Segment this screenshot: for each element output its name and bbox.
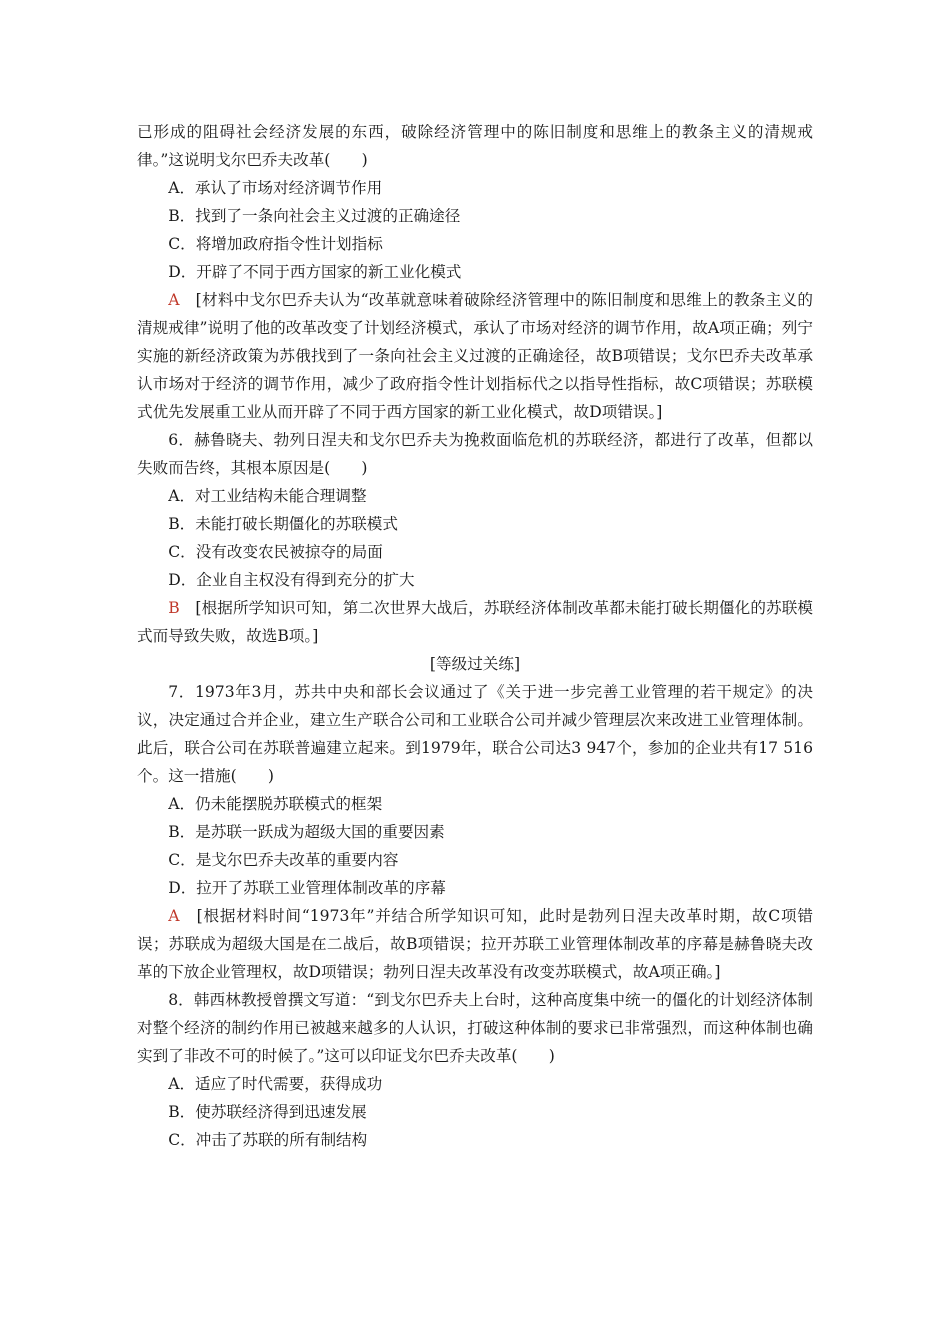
q5-option-b: B．找到了一条向社会主义过渡的正确途径 <box>168 207 461 225</box>
q8-stem: 8．韩西林教授曾撰文写道：“到戈尔巴乔夫上台时，这种高度集中统一的僵化的计划经济体制对整个经济的制约作用已被越来越多的人认识，打破这种体制的要求已非常强烈，而这种体制也确实到了非改不可的时候了。”这可以印证戈尔巴乔夫改革( ) <box>137 991 813 1065</box>
document-page <box>137 118 813 1154</box>
q6-option-d: D．企业自主权没有得到充分的扩大 <box>168 571 415 589</box>
q5-option-d: D．开辟了不同于西方国家的新工业化模式 <box>168 263 462 281</box>
q5-answer: A <box>168 291 180 309</box>
q8-option-b: B．使苏联经济得到迅速发展 <box>168 1103 367 1121</box>
q5-answer-block <box>137 286 813 426</box>
q5-explanation: [材料中戈尔巴乔夫认为“改革就意味着破除经济管理中的陈旧制度和思维上的教条主义的清规戒律”说明了他的改革改变了计划经济模式，承认了市场对经济的调节作用，故A项正确；列宁实施的新经济政策为苏俄找到了一条向社会主义过渡的正确途径，故B项错误；戈尔巴乔夫改革承认市场对于经济的调节作用，减少了政府指令性计划指标代之以指导性指标，故C项错误；苏联模式优先发展重工业从而开辟了不同于西方国家的新工业化模式，故D项错误。] <box>137 291 813 421</box>
q7-option-c: C．是戈尔巴乔夫改革的重要内容 <box>168 851 399 869</box>
q5-option-a: A．承认了市场对经济调节作用 <box>168 179 383 197</box>
q6-option-a: A．对工业结构未能合理调整 <box>168 487 367 505</box>
q6-stem: 6．赫鲁晓夫、勃列日涅夫和戈尔巴乔夫为挽救面临危机的苏联经济，都进行了改革，但都以失败而告终，其根本原因是( ) <box>137 431 813 477</box>
q7-explanation: [根据材料时间“1973年”并结合所学知识可知，此时是勃列日涅夫改革时期，故C项错误；苏联成为超级大国是在二战后，故B项错误；拉开苏联工业管理体制改革的序幕是赫鲁晓夫改革的下放企业管理权，故D项错误；勃列日涅夫改革没有改变苏联模式，故A项正确。] <box>137 907 813 981</box>
q6-answer-block <box>137 594 813 650</box>
q7-option-b: B．是苏联一跃成为超级大国的重要因素 <box>168 823 445 841</box>
q8-option-a: A．适应了时代需要，获得成功 <box>168 1075 383 1093</box>
section-title: [等级过关练] <box>429 655 521 673</box>
q5-stem: 已形成的阻碍社会经济发展的东西，破除经济管理中的陈旧制度和思维上的教条主义的清规戒律。”这说明戈尔巴乔夫改革( ) <box>137 123 813 169</box>
q7-option-d: D．拉开了苏联工业管理体制改革的序幕 <box>168 879 446 897</box>
q7-stem: 7．1973年3月，苏共中央和部长会议通过了《关于进一步完善工业管理的若干规定》的决议，决定通过合并企业，建立生产联合公司和工业联合公司并减少管理层次来改进工业管理体制。此后，联合公司在苏联普遍建立起来。到1979年，联合公司达3 947个，参加的企业共有17 516个。这一措施( ) <box>137 683 813 785</box>
q7-option-a: A．仍未能摆脱苏联模式的框架 <box>168 795 383 813</box>
q6-answer: B <box>168 599 180 617</box>
q6-explanation: [根据所学知识可知，第二次世界大战后，苏联经济体制改革都未能打破长期僵化的苏联模式而导致失败，故选B项。] <box>137 599 813 645</box>
q7-answer-block <box>137 902 813 986</box>
q6-option-c: C．没有改变农民被掠夺的局面 <box>168 543 383 561</box>
q5-option-c: C．将增加政府指令性计划指标 <box>168 235 383 253</box>
q7-answer: A <box>168 907 180 925</box>
q6-option-b: B．未能打破长期僵化的苏联模式 <box>168 515 398 533</box>
q8-option-c: C．冲击了苏联的所有制结构 <box>168 1131 368 1149</box>
